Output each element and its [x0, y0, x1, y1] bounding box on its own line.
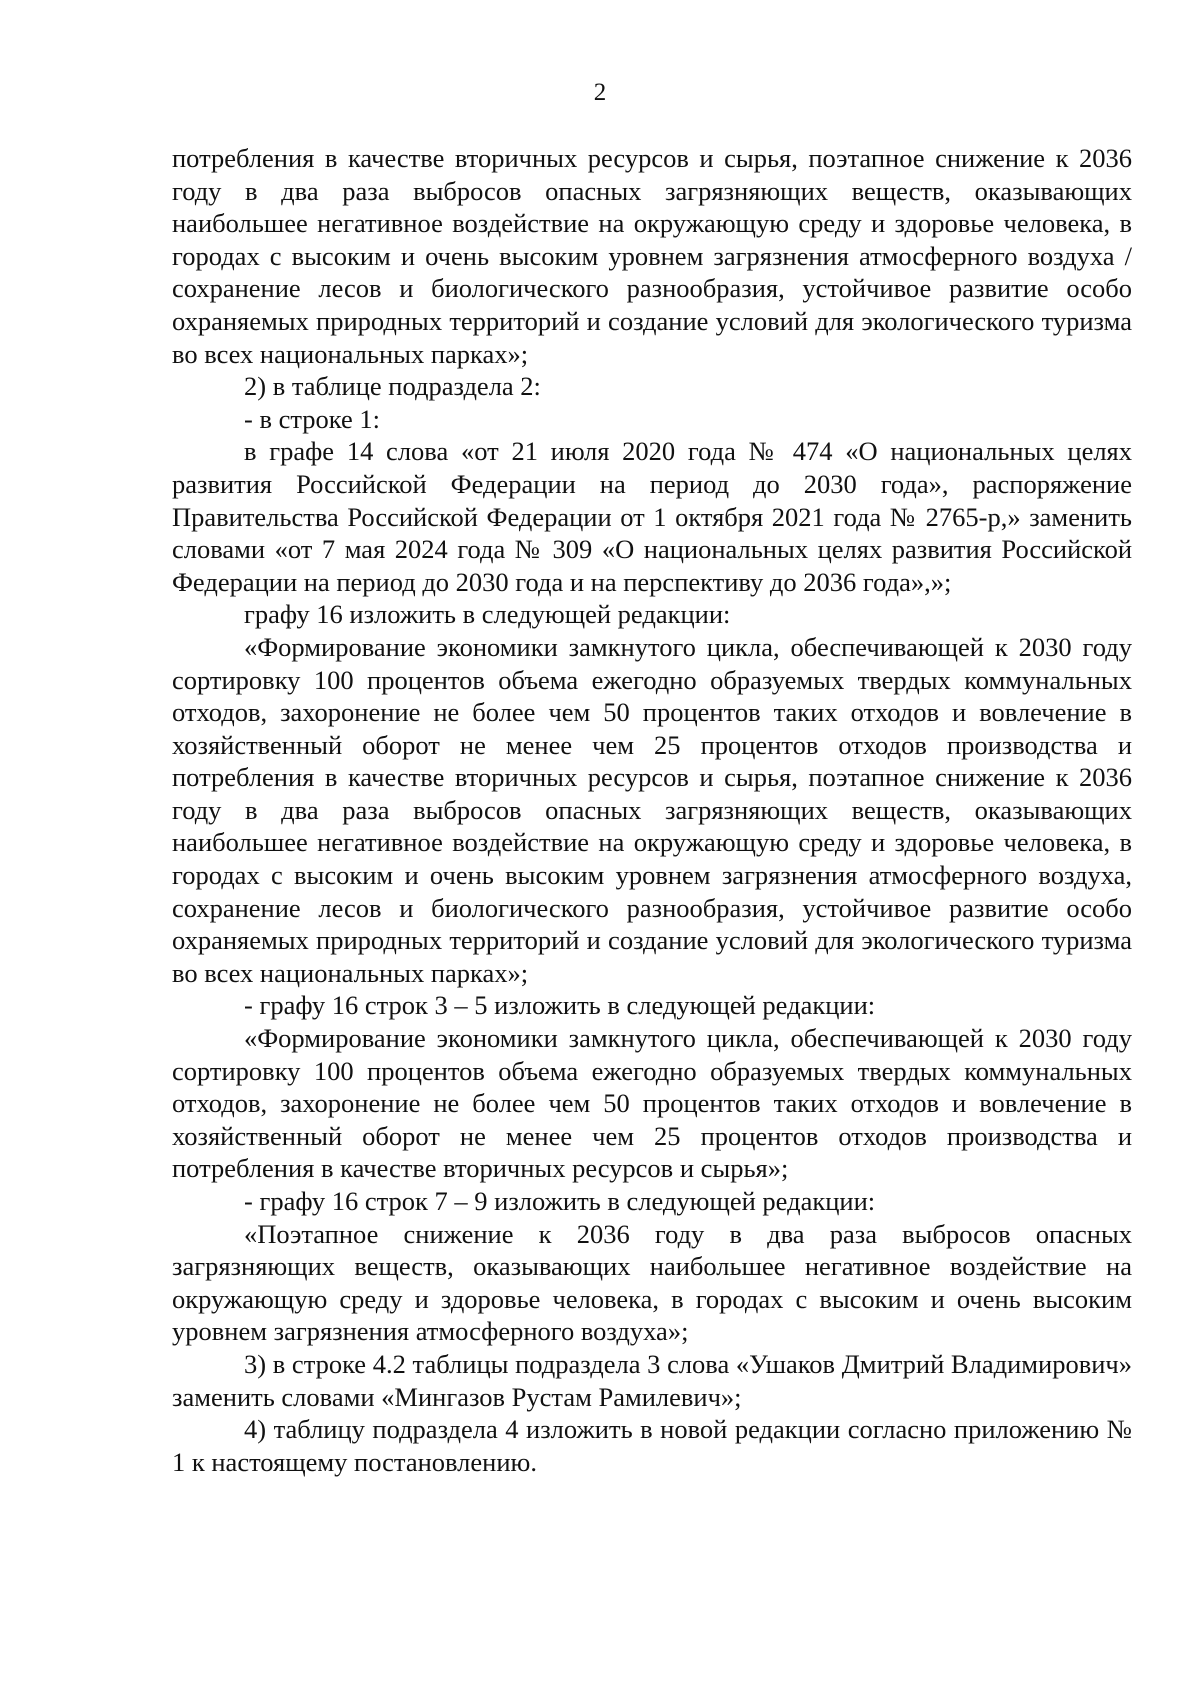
paragraph-column-14: в графе 14 слова «от 21 июля 2020 года № 474 «О национальных целях развития Российской Федерации на период до 2030 года», распоряжение Правительства Российской Федерации от 1 октября 2021 года № 2765-р,» заменить словами «от 7 мая 2024 года № 309 «О национальных целях развития Российской Федерации на период до 2030 года и на перспективу до 2036 года»,»;	[172, 436, 1132, 597]
paragraph-column-16: графу 16 изложить в следующей редакции:	[244, 599, 731, 630]
paragraph-continuation: потребления в качестве вторичных ресурсов и сырья, поэтапное снижение к 2036 году в два раза выбросов опасных загрязняющих веществ, оказывающих наибольшее негативное воздействие на окружающую среду и здоровье человека, в городах с высоким и очень высоким уровнем загрязнения атмосферного воздуха / сохранение лесов и биологического разнообразия, устойчивое развитие особо охраняемых природных территорий и создание условий для экологического туризма во всех национальных парках»;	[172, 143, 1132, 369]
paragraph-row-1: - в строке 1:	[244, 403, 380, 434]
paragraph-item-2: 2) в таблице подраздела 2:	[244, 371, 541, 402]
paragraph-quote-3: «Поэтапное снижение к 2036 году в два раза выбросов опасных загрязняющих веществ, оказывающих наибольшее негативное воздействие на окружающую среду и здоровье человека, в городах с высоким и очень высоким уровнем загрязнения атмосферного воздуха»;	[172, 1218, 1132, 1347]
page-number: 2	[593, 79, 607, 106]
paragraph-rows-7-9: - графу 16 строк 7 – 9 изложить в следующей редакции:	[244, 1186, 876, 1216]
document-body	[172, 142, 1132, 1478]
paragraph-quote-1: «Формирование экономики замкнутого цикла, обеспечивающей к 2030 году сортировку 100 процентов объема ежегодно образуемых твердых коммунальных отходов, захоронение не более чем 50 процентов таких отходов и вовлечение в хозяйственный оборот не менее чем 25 процентов отходов производства и потребления в качестве вторичных ресурсов и сырья, поэтапное снижение к 2036 году в два раза выбросов опасных загрязняющих веществ, оказывающих наибольшее негативное воздействие на окружающую среду и здоровье человека, в городах с высоким и очень высоким уровнем загрязнения атмосферного воздуха, сохранение лесов и биологического разнообразия, устойчивое развитие особо охраняемых природных территорий и создание условий для экологического туризма во всех национальных парках»;	[172, 631, 1132, 988]
paragraph-quote-2: «Формирование экономики замкнутого цикла, обеспечивающей к 2030 году сортировку 100 процентов объема ежегодно образуемых твердых коммунальных отходов, захоронение не более чем 50 процентов таких отходов и вовлечение в хозяйственный оборот не менее чем 25 процентов отходов производства и потребления в качестве вторичных ресурсов и сырья»;	[172, 1023, 1132, 1184]
paragraph-item-4: 4) таблицу подраздела 4 изложить в новой редакции согласно приложению № 1 к настоящему постановлению.	[172, 1414, 1132, 1477]
paragraph-rows-3-5: - графу 16 строк 3 – 5 изложить в следующей редакции:	[244, 990, 876, 1021]
paragraph-item-3: 3) в строке 4.2 таблицы подраздела 3 слова «Ушаков Дмитрий Владимирович» заменить словами «Мингазов Рустам Рамилевич»;	[172, 1348, 1132, 1412]
